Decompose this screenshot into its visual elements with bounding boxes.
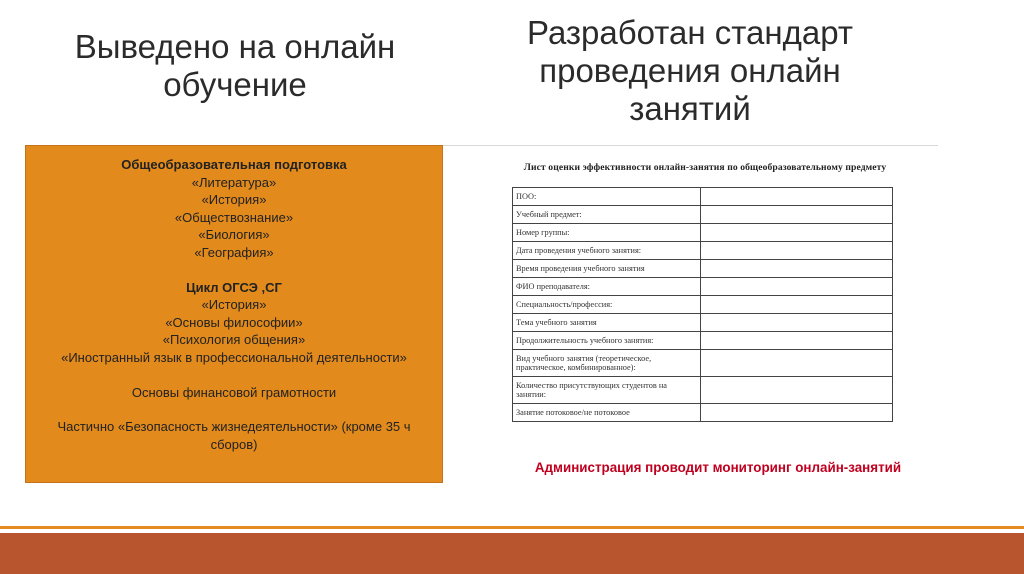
table-row	[513, 260, 893, 278]
table-row	[513, 332, 893, 350]
row-label: ФИО преподавателя:	[513, 278, 701, 296]
row-label	[513, 377, 701, 404]
divider-line	[443, 145, 938, 146]
row-label: Специальность/профессия:	[513, 296, 701, 314]
subject-item: «Обществознание»	[174, 209, 294, 225]
right-title-line: занятий	[629, 90, 751, 127]
table-row	[513, 377, 893, 404]
table-row	[513, 350, 893, 377]
empty-cell	[701, 260, 893, 278]
row-label: Продолжительность учебного занятия:	[513, 332, 701, 350]
row-label: Дата проведения учебного занятия:	[513, 242, 701, 260]
subject-item: «Основы философии»	[165, 314, 303, 330]
row-label-line: Количество присутствующих студентов на	[516, 381, 667, 390]
empty-cell	[701, 224, 893, 242]
table-row	[513, 224, 893, 242]
right-title-line: проведения онлайн	[539, 52, 841, 89]
row-label: Учебный предмет:	[513, 206, 701, 224]
empty-cell	[701, 296, 893, 314]
footer-bar	[0, 533, 1024, 574]
table-row	[513, 206, 893, 224]
row-label: Номер группы:	[513, 224, 701, 242]
empty-cell	[701, 188, 893, 206]
empty-cell	[701, 206, 893, 224]
subject-item: «Иностранный язык в профессиональной деятельности»	[61, 349, 407, 365]
group-heading: Цикл ОГСЭ ,СГ	[186, 279, 282, 295]
group-heading: Общеобразовательная подготовка	[121, 157, 347, 172]
row-label-line: практическое, комбинированное):	[516, 363, 636, 372]
right-title	[480, 14, 900, 128]
row-label-line: занятии:	[516, 390, 547, 399]
subject-item: «Биология»	[198, 227, 270, 243]
empty-cell	[701, 314, 893, 332]
subject-item: «Литература»	[191, 174, 277, 190]
subjects-box	[25, 145, 443, 483]
left-title-line: Выведено на онлайн	[74, 28, 396, 65]
empty-cell	[701, 332, 893, 350]
row-label: ПОО:	[513, 188, 701, 206]
row-label-line: Вид учебного занятия (теоретическое,	[516, 354, 652, 363]
accent-line	[0, 526, 1024, 529]
table-row	[513, 314, 893, 332]
admin-note: Администрация проводит мониторинг онлайн-занятий	[534, 460, 902, 475]
subject-item: «История»	[201, 192, 267, 208]
table-row	[513, 404, 893, 422]
subject-item: «География»	[194, 244, 274, 260]
subject-item: «История»	[201, 297, 267, 313]
empty-cell	[701, 404, 893, 422]
right-title-line: Разработан стандарт	[527, 14, 853, 51]
row-label	[513, 350, 701, 377]
table-row	[513, 278, 893, 296]
finance-line: Основы финансовой грамотности	[131, 384, 337, 400]
empty-cell	[701, 377, 893, 404]
row-label: Тема учебного занятия	[513, 314, 701, 332]
empty-cell	[701, 242, 893, 260]
table-row	[513, 242, 893, 260]
left-title-line: обучение	[163, 66, 307, 103]
partial-line: сборов)	[210, 436, 258, 452]
evaluation-form-table	[512, 187, 893, 422]
left-title	[40, 28, 430, 104]
subject-item: «Психология общения»	[162, 332, 306, 348]
form-title: Лист оценки эффективности онлайн-занятия по общеобразовательному предмету	[523, 162, 887, 173]
empty-cell	[701, 350, 893, 377]
table-row	[513, 296, 893, 314]
row-label: Занятие потоковое/не потоковое	[513, 404, 701, 422]
row-label: Время проведения учебного занятия	[513, 260, 701, 278]
partial-line: Частично «Безопасность жизнедеятельности» (кроме 35 ч	[57, 419, 411, 435]
empty-cell	[701, 278, 893, 296]
table-row	[513, 188, 893, 206]
